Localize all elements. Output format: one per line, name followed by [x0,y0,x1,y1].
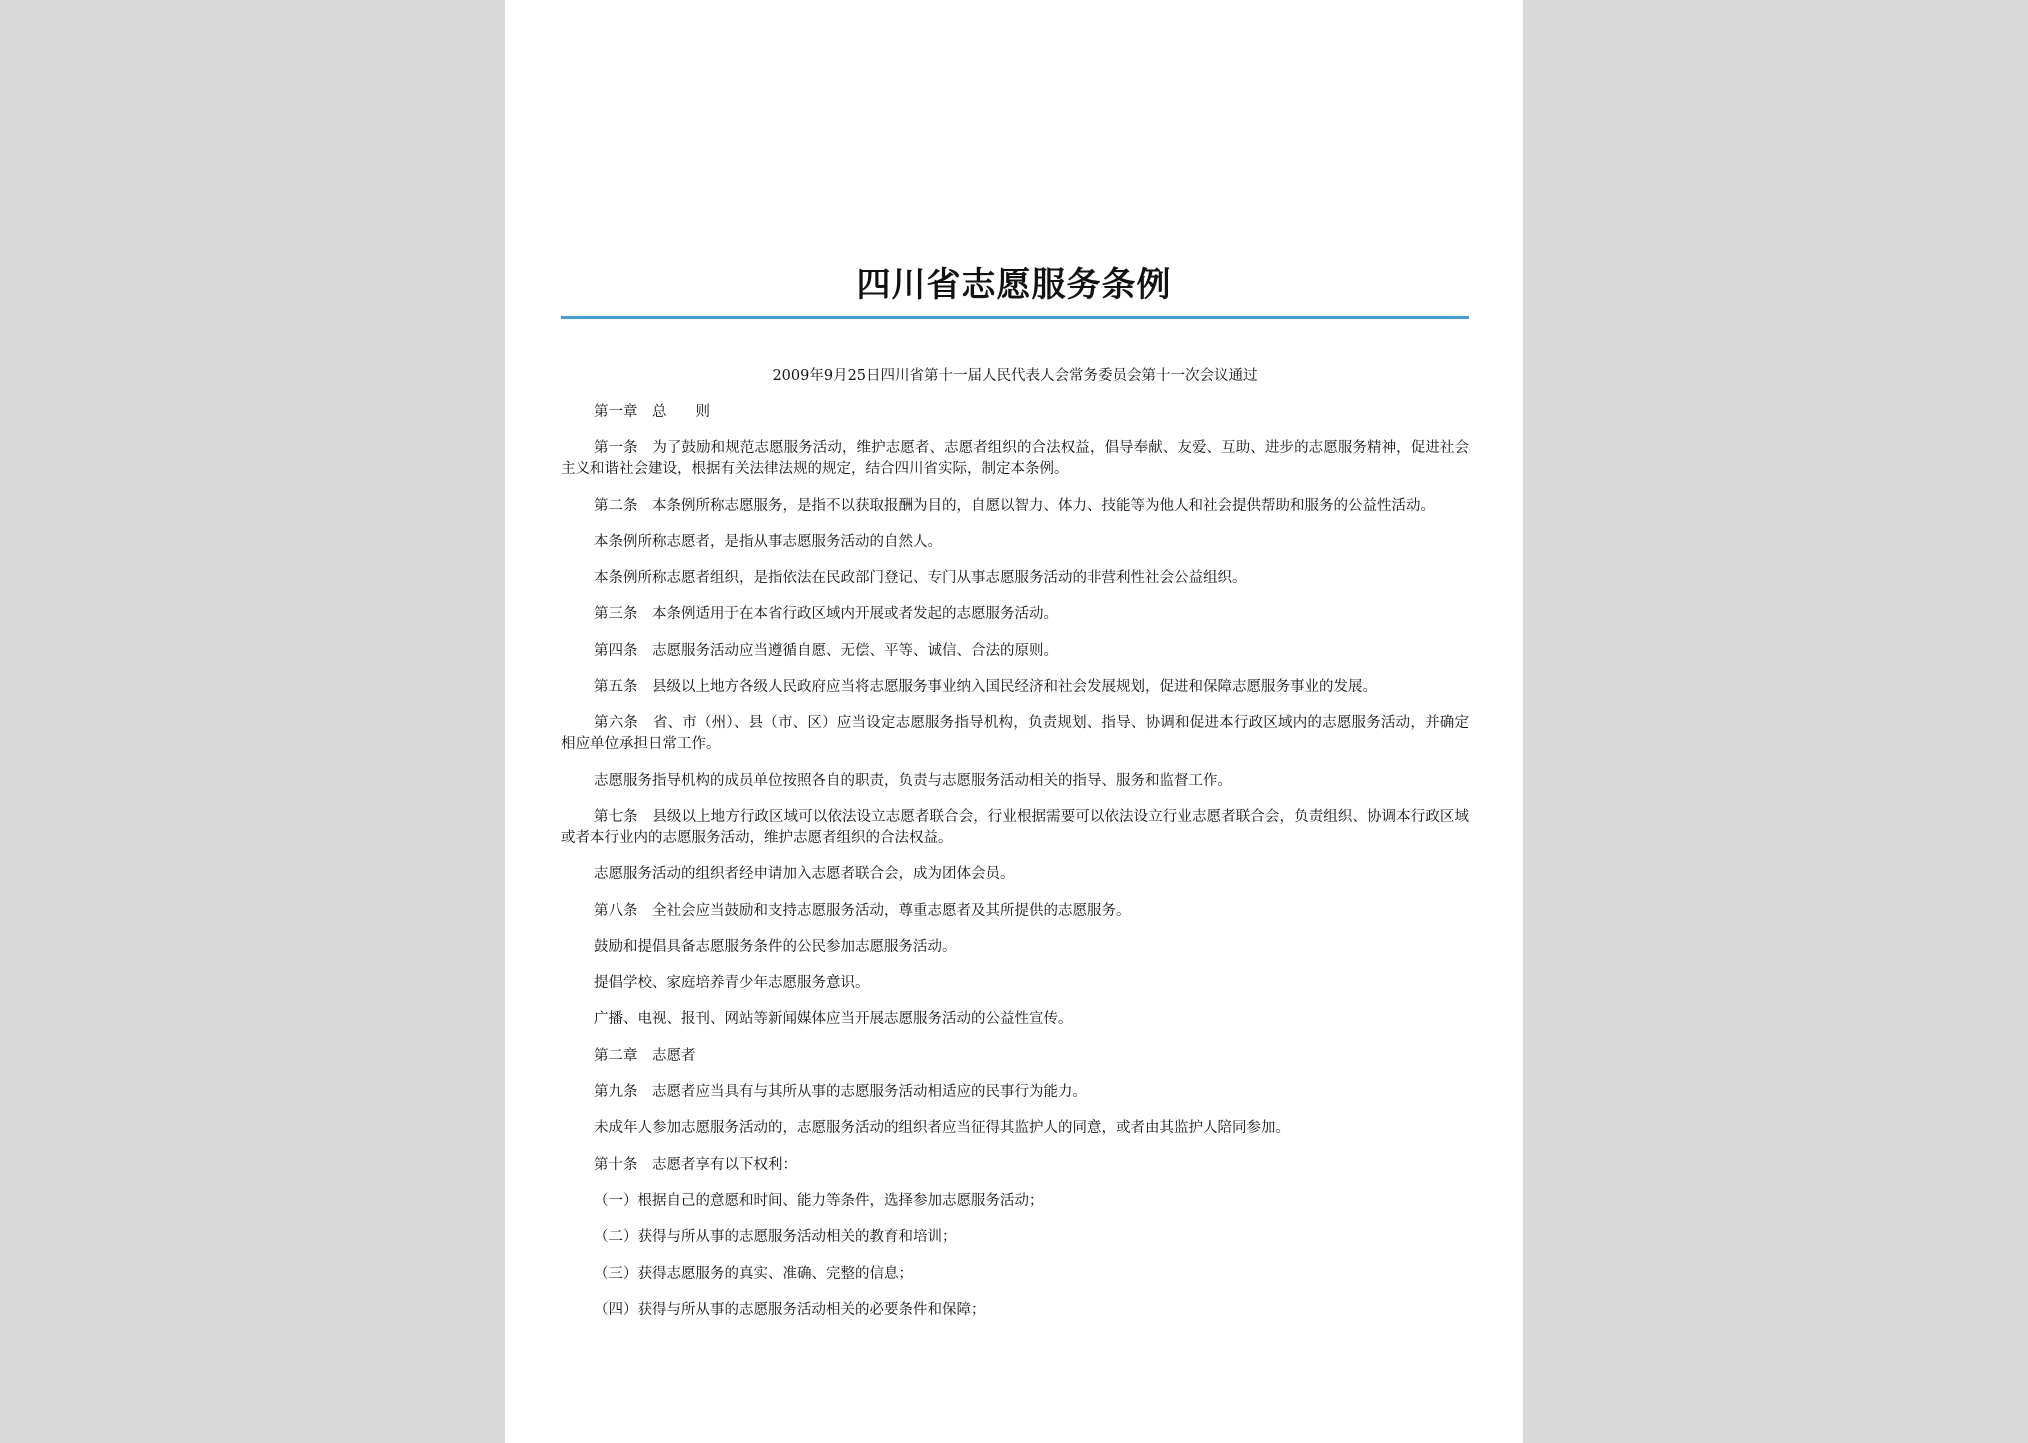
article-paragraph: 第六条 省、市（州）、县（市、区）应当设定志愿服务指导机构，负责规划、指导、协调和促进本行政区域内的志愿服务活动，并确定相应单位承担日常工作。 [561,715,1469,753]
article-paragraph: 本条例所称志愿者组织，是指依法在民政部门登记、专门从事志愿服务活动的非营利性社会公益组织。 [594,570,1247,587]
title-divider [561,316,1469,319]
article-paragraph: 第二条 本条例所称志愿服务，是指不以获取报酬为目的，自愿以智力、体力、技能等为他人和社会提供帮助和服务的公益性活动。 [594,497,1435,514]
article-paragraph: 第九条 志愿者应当具有与其所从事的志愿服务活动相适应的民事行为能力。 [594,1084,1087,1101]
article-paragraph: 第四条 志愿服务活动应当遵循自愿、无偿、平等、诚信、合法的原则。 [594,642,1058,659]
article-paragraph: 第十条 志愿者享有以下权利： [594,1156,797,1173]
article-paragraph: 未成年人参加志愿服务活动的，志愿服务活动的组织者应当征得其监护人的同意，或者由其监护人陪同参加。 [594,1120,1290,1137]
article-paragraph: 志愿服务指导机构的成员单位按照各自的职责，负责与志愿服务活动相关的指导、服务和监督工作。 [594,772,1232,789]
article-paragraph: 第五条 县级以上地方各级人民政府应当将志愿服务事业纳入国民经济和社会发展规划，促进和保障志愿服务事业的发展。 [594,679,1377,696]
article-paragraph: 志愿服务活动的组织者经申请加入志愿者联合会，成为团体会员。 [594,866,1015,883]
article-paragraph: 第三条 本条例适用于在本省行政区域内开展或者发起的志愿服务活动。 [594,606,1058,623]
article-paragraph: 本条例所称志愿者，是指从事志愿服务活动的自然人。 [594,533,942,550]
article-paragraph: 第八条 全社会应当鼓励和支持志愿服务活动，尊重志愿者及其所提供的志愿服务。 [594,902,1131,919]
list-item: （二）获得与所从事的志愿服务活动相关的教育和培训； [594,1229,957,1246]
document-body [561,402,1469,1336]
document-page [505,0,1523,1443]
article-paragraph: 第七条 县级以上地方行政区域可以依法设立志愿者联合会，行业根据需要可以依法设立行业志愿者联合会，负责组织、协调本行政区域或者本行业内的志愿服务活动，维护志愿者组织的合法权益。 [561,808,1469,846]
adoption-note: 2009年9月25日四川省第十一届人民代表人会常务委员会第十一次会议通过 [772,368,1258,384]
chapter-heading: 第二章 志愿者 [594,1047,696,1064]
article-paragraph: 鼓励和提倡具备志愿服务条件的公民参加志愿服务活动。 [594,938,957,955]
document-title: 四川省志愿服务条例 [856,265,1172,305]
list-item: （三）获得志愿服务的真实、准确、完整的信息； [594,1265,913,1282]
article-paragraph: 提倡学校、家庭培养青少年志愿服务意识。 [594,975,870,992]
chapter-heading: 第一章 总 则 [594,404,710,420]
list-item: （一）根据自己的意愿和时间、能力等条件，选择参加志愿服务活动； [594,1192,1044,1209]
list-item: （四）获得与所从事的志愿服务活动相关的必要条件和保障； [594,1301,986,1318]
article-paragraph: 广播、电视、报刊、网站等新闻媒体应当开展志愿服务活动的公益性宣传。 [594,1011,1073,1028]
article-paragraph: 第一条 为了鼓励和规范志愿服务活动，维护志愿者、志愿者组织的合法权益，倡导奉献、友爱、互助、进步的志愿服务精神，促进社会主义和谐社会建设，根据有关法律法规的规定，结合四川省实际，制定本条例。 [561,440,1469,478]
